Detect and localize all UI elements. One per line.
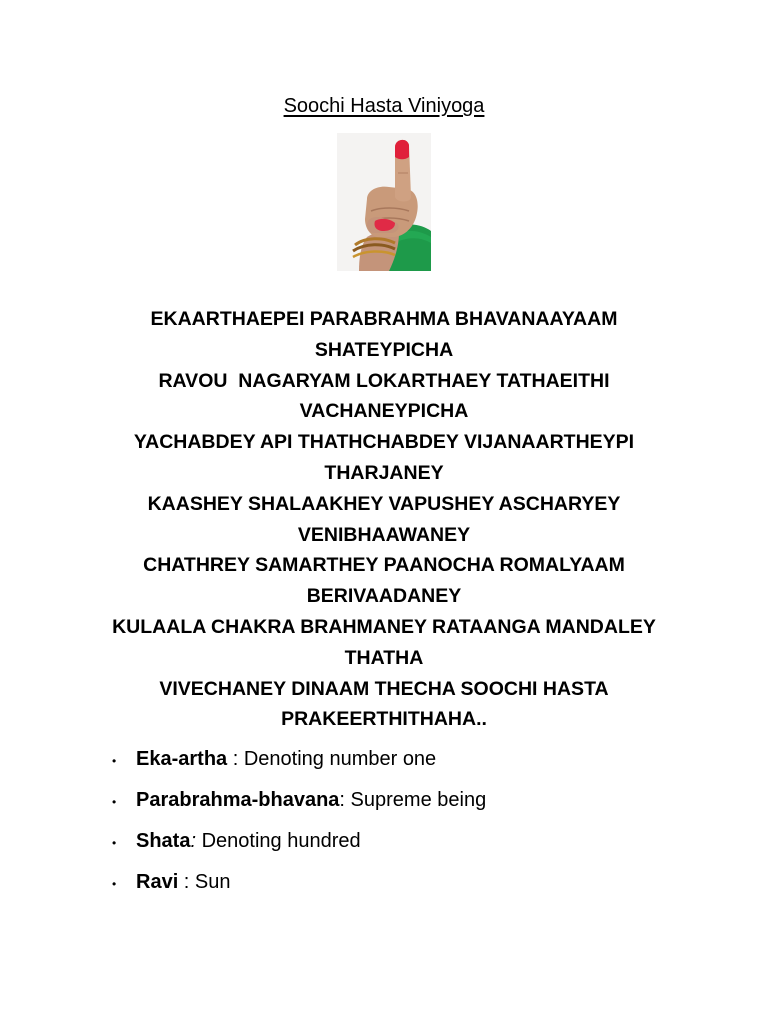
verse-line: KULAALA CHAKRA BRAHMANEY RATAANGA MANDALEY — [112, 615, 656, 638]
definition-item — [112, 867, 712, 908]
verse-line: CHATHREY SAMARTHEY PAANOCHA ROMALYAAM — [143, 554, 625, 577]
verse-line: VENIBHAAWANEY — [297, 523, 471, 546]
verse-line: VIVECHANEY DINAAM THECHA SOOCHI HASTA — [159, 677, 609, 700]
definition-meaning: Supreme being — [350, 789, 487, 811]
definition-meaning: Sun — [194, 871, 231, 893]
verse-line: THATHA — [344, 646, 424, 669]
definition-item — [112, 744, 712, 785]
definition-separator: : — [178, 871, 195, 893]
verse-line: RAVOU NAGARYAM LOKARTHAEY TATHAEITHI — [158, 369, 610, 392]
bullet-icon: • — [112, 877, 117, 891]
verse-line: YACHABDEY API THATHCHABDEY VIJANAARTHEYPI — [133, 431, 635, 454]
verse-line: VACHANEYPICHA — [299, 400, 469, 423]
shloka-verse — [100, 304, 668, 735]
definition-term: Shata — [136, 830, 191, 852]
hand-gesture-illustration — [337, 133, 431, 271]
definition-term: Parabrahma-bhavana — [136, 789, 340, 811]
definition-meaning: Denoting number one — [243, 748, 437, 770]
page-title: Soochi Hasta Viniyoga — [283, 95, 485, 117]
definition-separator: : — [339, 789, 351, 811]
definition-list — [112, 744, 712, 908]
definition-item — [112, 826, 712, 867]
bullet-icon: • — [112, 836, 117, 850]
verse-line: BERIVAADANEY — [306, 585, 462, 608]
soochi-hand-gesture-photo — [337, 133, 431, 271]
verse-line: EKAARTHAEPEI PARABRAHMA BHAVANAAYAAM — [150, 308, 618, 330]
verse-line: PRAKEERTHITHAHA.. — [281, 708, 487, 731]
definition-item — [112, 785, 712, 826]
definition-term: Eka-artha — [136, 748, 228, 770]
definition-separator: : — [227, 748, 244, 770]
verse-line: THARJANEY — [324, 461, 444, 484]
bullet-icon: • — [112, 754, 117, 768]
definition-term: Ravi — [136, 871, 179, 893]
definition-separator: : — [190, 830, 202, 852]
verse-line: KAASHEY SHALAAKHEY VAPUSHEY ASCHARYEY — [147, 492, 621, 515]
bullet-icon: • — [112, 795, 117, 809]
verse-line: SHATEYPICHA — [314, 338, 454, 361]
definition-meaning: Denoting hundred — [201, 830, 361, 852]
